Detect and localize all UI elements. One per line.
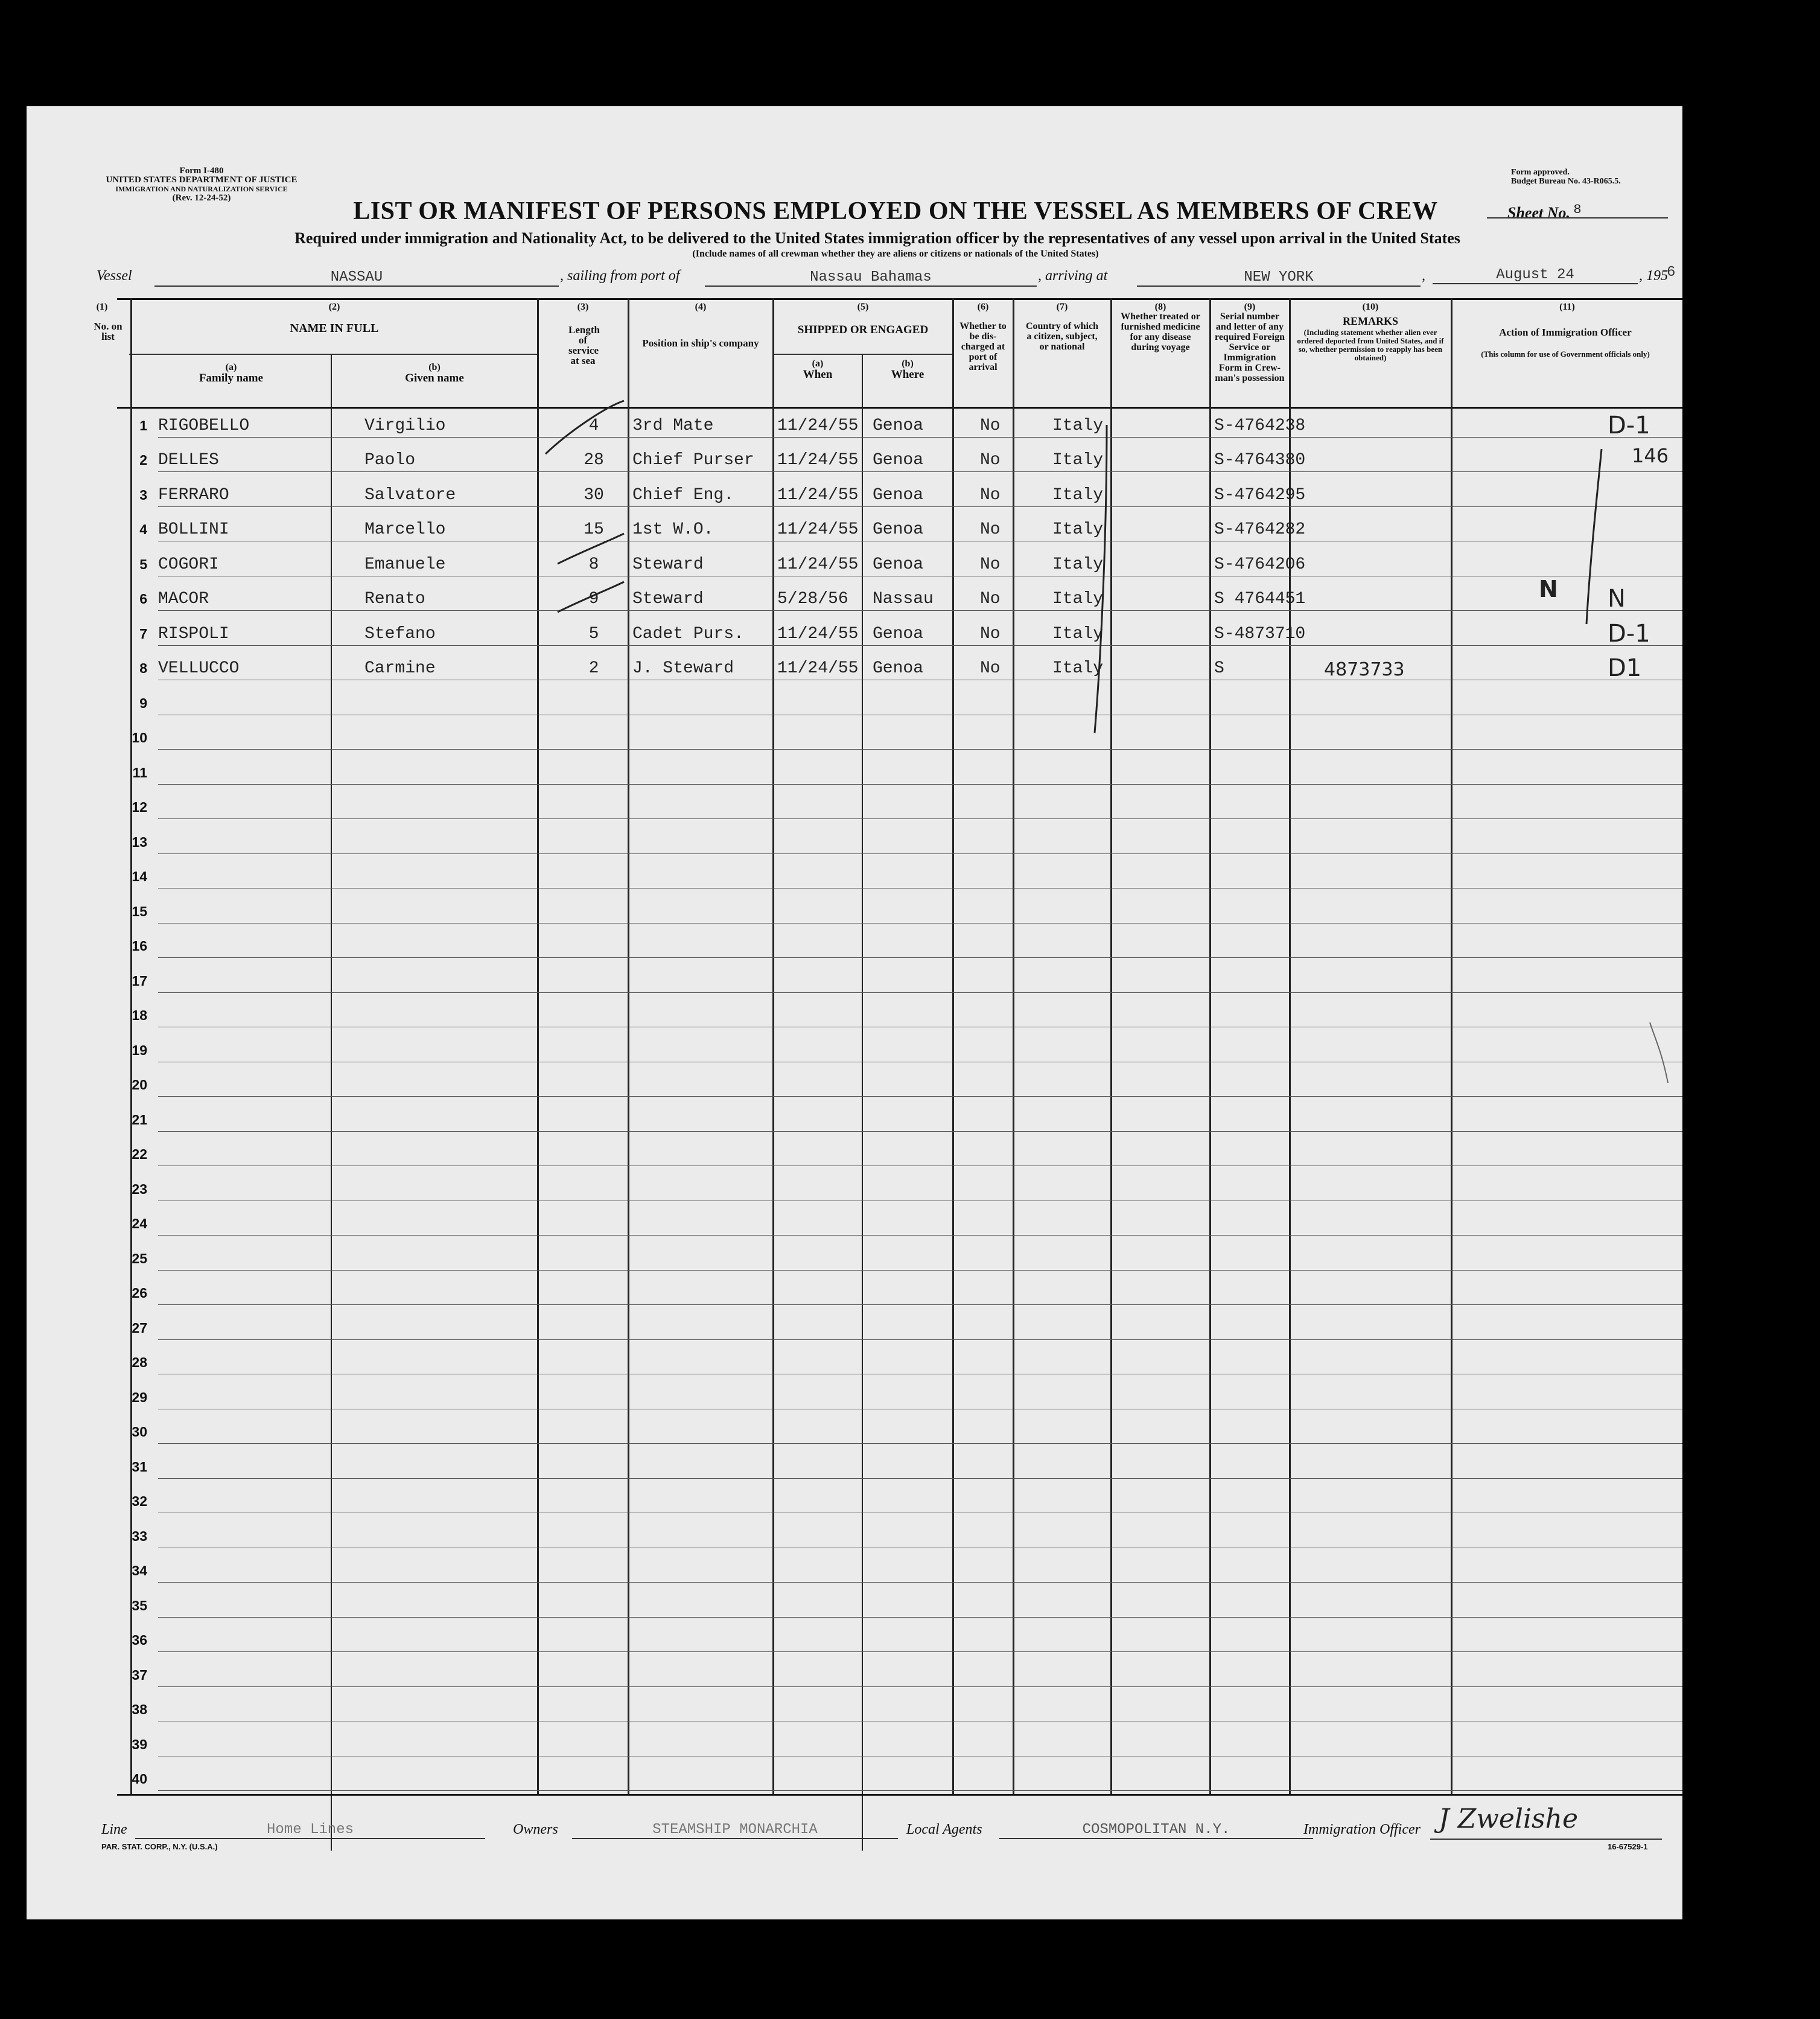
col9-number: (9): [1244, 302, 1256, 312]
line-number: 24: [132, 1216, 147, 1231]
col3-header-length-of-service: Length of service at sea: [568, 324, 600, 366]
sailing-label: , sailing from port of: [560, 268, 680, 284]
shipped-where-cell: Genoa: [873, 451, 924, 470]
service-length-cell: 8: [588, 555, 599, 574]
col11-note: (This column for use of Government officials only): [1481, 349, 1650, 359]
vessel-name: NASSAU: [154, 269, 559, 287]
family-name-cell: MACOR: [158, 590, 209, 608]
service-length-cell: 28: [584, 451, 604, 470]
line-number: 31: [132, 1458, 147, 1475]
line-number: 36: [132, 1632, 147, 1648]
shipped-when-cell: 11/24/55: [777, 451, 859, 470]
year-digit: 6: [1667, 264, 1676, 281]
col10-number: (10): [1362, 302, 1379, 312]
col7-number: (7): [1056, 302, 1068, 312]
sheet-label: Sheet No.: [1507, 204, 1570, 222]
remark-mark: N: [1539, 576, 1558, 602]
form-approval: [1511, 168, 1668, 186]
col2b-number: (b): [428, 362, 441, 372]
line-number: 23: [132, 1181, 147, 1197]
country-cell: Italy: [1052, 555, 1104, 574]
country-cell: Italy: [1052, 659, 1104, 678]
line-number: 16: [132, 938, 147, 954]
vessel-label: Vessel: [97, 268, 132, 284]
arriving-label: , arriving at: [1038, 268, 1108, 284]
line-number: 37: [132, 1667, 147, 1683]
col4-header-position: Position in ship's company: [642, 337, 759, 349]
country-cell: Italy: [1052, 416, 1104, 435]
line-number: 4: [139, 521, 147, 537]
line-number: 38: [132, 1702, 147, 1717]
line-number: 28: [132, 1354, 147, 1370]
position-cell: Cadet Purs.: [632, 624, 744, 643]
col5a-number: (a): [812, 359, 824, 369]
family-name-cell: COGORI: [158, 555, 219, 574]
col6-number: (6): [977, 302, 989, 312]
given-name-cell: Virgilio: [364, 416, 446, 435]
line-number: 12: [132, 799, 147, 815]
col8-header-medicine: Whether treated or furnished medicine for any disease during voyage: [1121, 311, 1200, 352]
col2a-header-family-name: Family name: [199, 372, 264, 384]
line-number: 39: [132, 1736, 147, 1752]
line-number: 6: [139, 591, 147, 607]
col11-number: (11): [1559, 302, 1575, 312]
discharged-cell: No: [980, 659, 1001, 678]
serial-number-cell: S-4764238: [1214, 416, 1306, 435]
col2b-header-given-name: Given name: [405, 372, 464, 384]
shipped-when-cell: 11/24/55: [777, 624, 859, 643]
given-name-cell: Marcello: [364, 520, 446, 539]
serial-number-cell: S-4764282: [1214, 520, 1306, 539]
officer-action-cell: N: [1608, 585, 1626, 613]
col5-header-shipped-or-engaged: SHIPPED OR ENGAGED: [797, 324, 929, 336]
discharged-cell: No: [980, 520, 1001, 539]
given-name-cell: Stefano: [364, 624, 436, 643]
sheet-number: 8: [1487, 203, 1668, 218]
line-number: 1: [139, 417, 147, 433]
col2-number: (2): [328, 302, 340, 312]
given-name-cell: Salvatore: [364, 485, 456, 505]
line-number: 15: [132, 903, 147, 919]
line-number: 29: [132, 1389, 147, 1405]
shipped-where-cell: Genoa: [873, 485, 924, 505]
col4-number: (4): [695, 302, 707, 312]
line-label: Line: [101, 1822, 127, 1837]
officer-action-cell: D1: [1608, 654, 1642, 682]
family-name-cell: RISPOLI: [158, 624, 229, 643]
col11-header-action: Action of Immigration Officer: [1499, 327, 1632, 338]
shipped-where-cell: Genoa: [873, 624, 924, 643]
col10-header-remarks: REMARKS: [1342, 315, 1398, 327]
col8-number: (8): [1154, 302, 1166, 312]
family-name-cell: FERRARO: [158, 485, 229, 505]
line-number: 34: [132, 1563, 147, 1578]
shipped-where-cell: Genoa: [873, 659, 924, 678]
country-cell: Italy: [1052, 451, 1104, 470]
agents-value: COSMOPOLITAN N.Y.: [999, 1822, 1313, 1839]
line-number: 26: [132, 1285, 147, 1301]
line-number: 2: [139, 452, 147, 468]
given-name-cell: Carmine: [364, 659, 436, 678]
approval-line: Form approved.: [1511, 168, 1570, 177]
budget-bureau-line: Budget Bureau No. 43-R065.5.: [1511, 177, 1621, 186]
serial-number-cell: S: [1214, 659, 1224, 678]
position-cell: 3rd Mate: [632, 416, 714, 435]
officer-action-cell: D-1: [1608, 411, 1650, 439]
country-cell: Italy: [1052, 520, 1104, 539]
col7-header-country: Country of which a citizen, subject, or national: [1026, 321, 1099, 352]
shipped-when-cell: 11/24/55: [777, 520, 859, 539]
family-name-cell: VELLUCCO: [158, 659, 240, 678]
department-name: UNITED STATES DEPARTMENT OF JUSTICE: [106, 175, 298, 185]
line-value: Home Lines: [135, 1822, 485, 1839]
remark-cell: 4873733: [1324, 659, 1405, 680]
shipped-where-cell: Genoa: [873, 416, 924, 435]
service-length-cell: 9: [588, 590, 599, 608]
col5b-number: (b): [902, 359, 914, 369]
officer-label: Immigration Officer: [1303, 1822, 1421, 1837]
line-number: 18: [132, 1007, 147, 1023]
line-number: 25: [132, 1250, 147, 1266]
owners-value: STEAMSHIP MONARCHIA: [572, 1822, 898, 1839]
position-cell: Chief Purser: [632, 451, 754, 470]
discharged-cell: No: [980, 624, 1001, 643]
position-cell: 1st W.O.: [632, 520, 714, 539]
line-number: 9: [139, 695, 147, 711]
service-length-cell: 15: [584, 520, 604, 539]
shipped-when-cell: 11/24/55: [777, 416, 859, 435]
line-number: 3: [139, 486, 147, 503]
line-number: 32: [132, 1493, 147, 1509]
service-length-cell: 2: [588, 659, 599, 678]
owners-label: Owners: [513, 1822, 558, 1837]
serial-number-cell: S-4873710: [1214, 624, 1306, 643]
line-number: 8: [139, 660, 147, 676]
form-number: Form I-480: [179, 166, 224, 176]
col5-number: (5): [857, 302, 869, 312]
service-name: IMMIGRATION AND NATURALIZATION SERVICE: [115, 185, 288, 193]
line-number: 17: [132, 972, 147, 989]
crew-table: [27, 298, 1682, 1904]
serial-number-cell: S-4764206: [1214, 555, 1306, 574]
shipped-when-cell: 11/24/55: [777, 659, 859, 678]
discharged-cell: No: [980, 416, 1001, 435]
line-number: 20: [132, 1077, 147, 1092]
service-length-cell: 4: [588, 416, 599, 435]
line-number: 22: [132, 1146, 147, 1162]
line-number: 5: [139, 556, 147, 572]
agents-label: Local Agents: [906, 1822, 982, 1837]
shipped-where-cell: Genoa: [873, 520, 924, 539]
shipped-when-cell: 11/24/55: [777, 555, 859, 574]
given-name-cell: Renato: [364, 590, 425, 608]
shipped-when-cell: 5/28/56: [777, 590, 848, 608]
line-number: 40: [132, 1771, 147, 1787]
country-cell: Italy: [1052, 485, 1104, 505]
line-number: 13: [132, 834, 147, 850]
family-name-cell: DELLES: [158, 451, 219, 470]
line-number: 21: [132, 1111, 147, 1128]
officer-signature: J Zwelishe: [1439, 1804, 1578, 1834]
line-number: 19: [132, 1042, 147, 1058]
line-number: 14: [132, 869, 147, 884]
arriving-port: NEW YORK: [1137, 269, 1421, 287]
officer-action-cell: D-1: [1608, 619, 1650, 648]
col1-header-no-on-list: No. on list: [94, 321, 122, 342]
line-number: 30: [132, 1424, 147, 1440]
col1-number: (1): [96, 302, 108, 312]
service-length-cell: 30: [584, 485, 604, 505]
col10-note: (Including statement whether alien ever ordered deported from United States, and if so, whether permission to reapply has been obtained): [1297, 328, 1444, 362]
arrival-date: August 24: [1433, 267, 1638, 284]
col2a-number: (a): [225, 362, 237, 372]
country-cell: Italy: [1052, 590, 1104, 608]
discharged-cell: No: [980, 485, 1001, 505]
form-title: LIST OR MANIFEST OF PERSONS EMPLOYED ON THE VESSEL AS MEMBERS OF CREW: [353, 197, 1438, 225]
shipped-when-cell: 11/24/55: [777, 485, 859, 505]
form-subtitle: Required under immigration and Nationality Act, to be delivered to the United States immigration officer by the representatives of any vessel upon arrival in the United States: [294, 229, 1460, 247]
form-note: (Include names of all crewman whether they are aliens or citizens or nationals of the United States): [692, 249, 1099, 259]
line-number: 7: [139, 625, 147, 642]
shipped-where-cell: Genoa: [873, 555, 924, 574]
form-code: 16-67529-1: [1608, 1842, 1648, 1851]
position-cell: Steward: [632, 555, 704, 574]
col3-number: (3): [577, 302, 589, 312]
serial-number-cell: S 4764451: [1214, 590, 1306, 608]
col9-header-serial-number: Serial number and letter of any required Foreign Service or Immigration Form in Crew-man's possession: [1215, 311, 1285, 383]
col5a-header-when: When: [803, 368, 833, 381]
position-cell: Chief Eng.: [632, 485, 734, 505]
col2-header-name-in-full: NAME IN FULL: [290, 322, 379, 335]
position-cell: J. Steward: [632, 659, 734, 678]
margin-note-146: 146: [1632, 444, 1669, 467]
line-number: 33: [132, 1528, 147, 1544]
family-name-cell: BOLLINI: [158, 520, 229, 539]
country-cell: Italy: [1052, 624, 1104, 643]
manifest-sheet: Form I-480 UNITED STATES DEPARTMENT OF JUSTICE IMMIGRATION AND NATURALIZATION SERVICE (Rev. 12-24-52) Form approved. Budget Bureau No. 43-R065.5. LIST OR MANIFEST OF PERSONS EMPLOYED ON THE VESSEL AS MEMBERS OF CREW Sheet No. 8 Required under immigration and Nationality Act, to be delivered to the United States immigration officer by the representatives of any vessel upon arrival in the United States (Include names of all crewman whether they are aliens or citizens or nationals of the United States) Vessel NASSAU , sailing from port of Nassau Bahamas , arriving at NEW YORK , August 24 , 195 6 (1) No. on list (2) NAME IN FULL (a) Family name (b) Given name (3) Length of service at sea (4) Position in ship's company (5) SHIPPED OR ENGAGED (a) When (b) Where (6) Whether to be dis-charged at port of arrival (7) Country of which a citizen, subject, or national (8) Whether treated or furnished medicine for any disease during voyage (9) Serial number and letter of any required Foreign Service or Immigration Form in Crew-man's possession (10) REMARKS (Including statement whether alien ever ordered deported from United States, and if so, whether permission to reapply has been obtained) (11) Action of Immigration Officer (This column for use of Government officials only) 1 2 3 4 5 6 7 8 9 10 11 12 13 14 15 16 17 18 19 20 21 22 23 24 25 26 27 28 29 30 31 32 33 34 35 36 37 38 39 40 RIGOBELLO Virgilio 4 3rd Mate 11/24/55 Genoa No Italy S-4764238 D-1 DELLES Paolo 28 Chief Purser 11/24/55 Genoa No Italy S-4764380 FERRARO Salvatore 30 Chief Eng. 11/24/55 Genoa No Italy S-4764295 BOLLINI Marcello 15 1st W.O. 11/24/55 Genoa No Italy S-4764282 COGORI Emanuele 8 Steward 11/24/55 Genoa No Italy S-4764206 MACOR Renato 9 Steward 5/28/56 Nassau No Italy S 4764451 N RISPOLI Stefano 5 Cadet Purs. 11/24/55 Genoa No Italy S-4873710 D-1 VELLUCCO Carmine 2 J. Steward 11/24/55 Genoa No Italy S 4873733 D1 146 N Line Home Lines Owners STEAMSHIP MONARCHIA Local Agents COSMOPOLITAN N.Y. Immigration Officer J Zwelishe PAR. STAT. CORP., N.Y. (U.S.A.) 16-67529-1: [27, 106, 1682, 1919]
serial-number-cell: S-4764295: [1214, 485, 1306, 505]
discharged-cell: No: [980, 451, 1001, 470]
given-name-cell: Paolo: [364, 451, 416, 470]
line-number: 27: [132, 1319, 147, 1336]
line-number: 35: [132, 1597, 147, 1613]
year-prefix: , 195: [1639, 268, 1668, 284]
serial-number-cell: S-4764380: [1214, 451, 1306, 470]
discharged-cell: No: [980, 555, 1001, 574]
revision-date: (Rev. 12-24-52): [172, 193, 231, 203]
position-cell: Steward: [632, 590, 704, 608]
handwritten-marks: [27, 298, 1682, 1904]
sailing-from-port: Nassau Bahamas: [705, 269, 1037, 287]
col5b-header-where: Where: [891, 368, 924, 381]
family-name-cell: RIGOBELLO: [158, 416, 250, 435]
line-number: 11: [132, 764, 147, 780]
col6-header-discharged: Whether to be dis-charged at port of arrival: [959, 321, 1007, 372]
service-length-cell: 5: [588, 624, 599, 643]
shipped-where-cell: Nassau: [873, 590, 934, 608]
discharged-cell: No: [980, 590, 1001, 608]
printer-imprint: PAR. STAT. CORP., N.Y. (U.S.A.): [101, 1842, 218, 1851]
given-name-cell: Emanuele: [364, 555, 446, 574]
line-number: 10: [132, 730, 147, 745]
